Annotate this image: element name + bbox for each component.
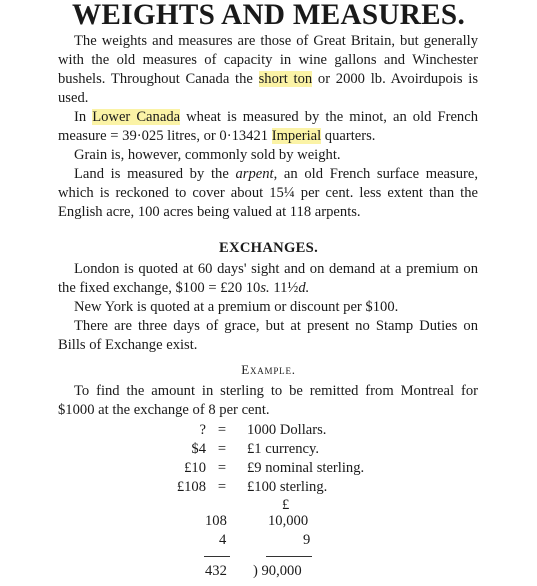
calc-multiplicand: 108 (205, 513, 227, 529)
calc-amount: 10,000 (268, 513, 309, 529)
weights-paragraph-2: In Lower Canada wheat is measured by the minot, an old French measure = 39·025 litres, or 0·13421 Imperial quarters. (58, 109, 479, 144)
weights-paragraph-4: Land is measured by the arpent, an old French surface measure, which is reckoned to cover about 15¼ per cent. less extent than the English acre, 100 acres being valued at 118 arpents. (58, 166, 478, 220)
equation-row: ? = 1000 Dollars. (199, 422, 327, 438)
calc-divisor: 432 (205, 563, 227, 579)
example-title: Example. (241, 362, 296, 377)
calc-divider-right (266, 556, 312, 557)
exchanges-paragraph-2: New York is quoted at a premium or discount per $100. (74, 299, 399, 315)
calc-divider-left (204, 556, 230, 557)
section-title-weights-measures: WEIGHTS AND MEASURES. (71, 0, 466, 31)
example-paragraph: To find the amount in sterling to be remitted from Montreal for $1000 at the exchange of 8 per cent. (58, 383, 478, 418)
weights-paragraph-3: Grain is, however, commonly sold by weight. (74, 147, 341, 163)
highlight-lower-canada: Lower Canada (92, 109, 181, 125)
highlight-short-ton: short ton (258, 71, 313, 87)
equation-row: $4 = £1 currency. (191, 441, 319, 457)
exchanges-paragraph-1: London is quoted at 60 days' sight and on demand at a premium on the fixed exchange, $100 = £20 10s. 11½d. (58, 261, 478, 296)
calc-dividend: ) 90,000 (253, 563, 302, 579)
calc-pound-sign: £ (282, 497, 290, 513)
equation-row: £10 = £9 nominal sterling. (184, 460, 365, 476)
equation-row: £108 = £100 sterling. (176, 479, 328, 495)
calc-multiplier: 4 (219, 532, 227, 548)
section-title-exchanges: EXCHANGES. (218, 240, 319, 256)
exchanges-paragraph-3: There are three days of grace, but at present no Stamp Duties on Bills of Exchange exist. (58, 318, 478, 353)
highlight-imperial: Imperial (271, 128, 322, 144)
weights-paragraph-1: The weights and measures are those of Great Britain, but generally with the old measures of capacity in wine gallons and Winchester bushels. Throughout Canada the short ton or 2000 lb. Avoirdupois is used. (58, 33, 478, 106)
calc-multiplier-2: 9 (303, 532, 311, 548)
